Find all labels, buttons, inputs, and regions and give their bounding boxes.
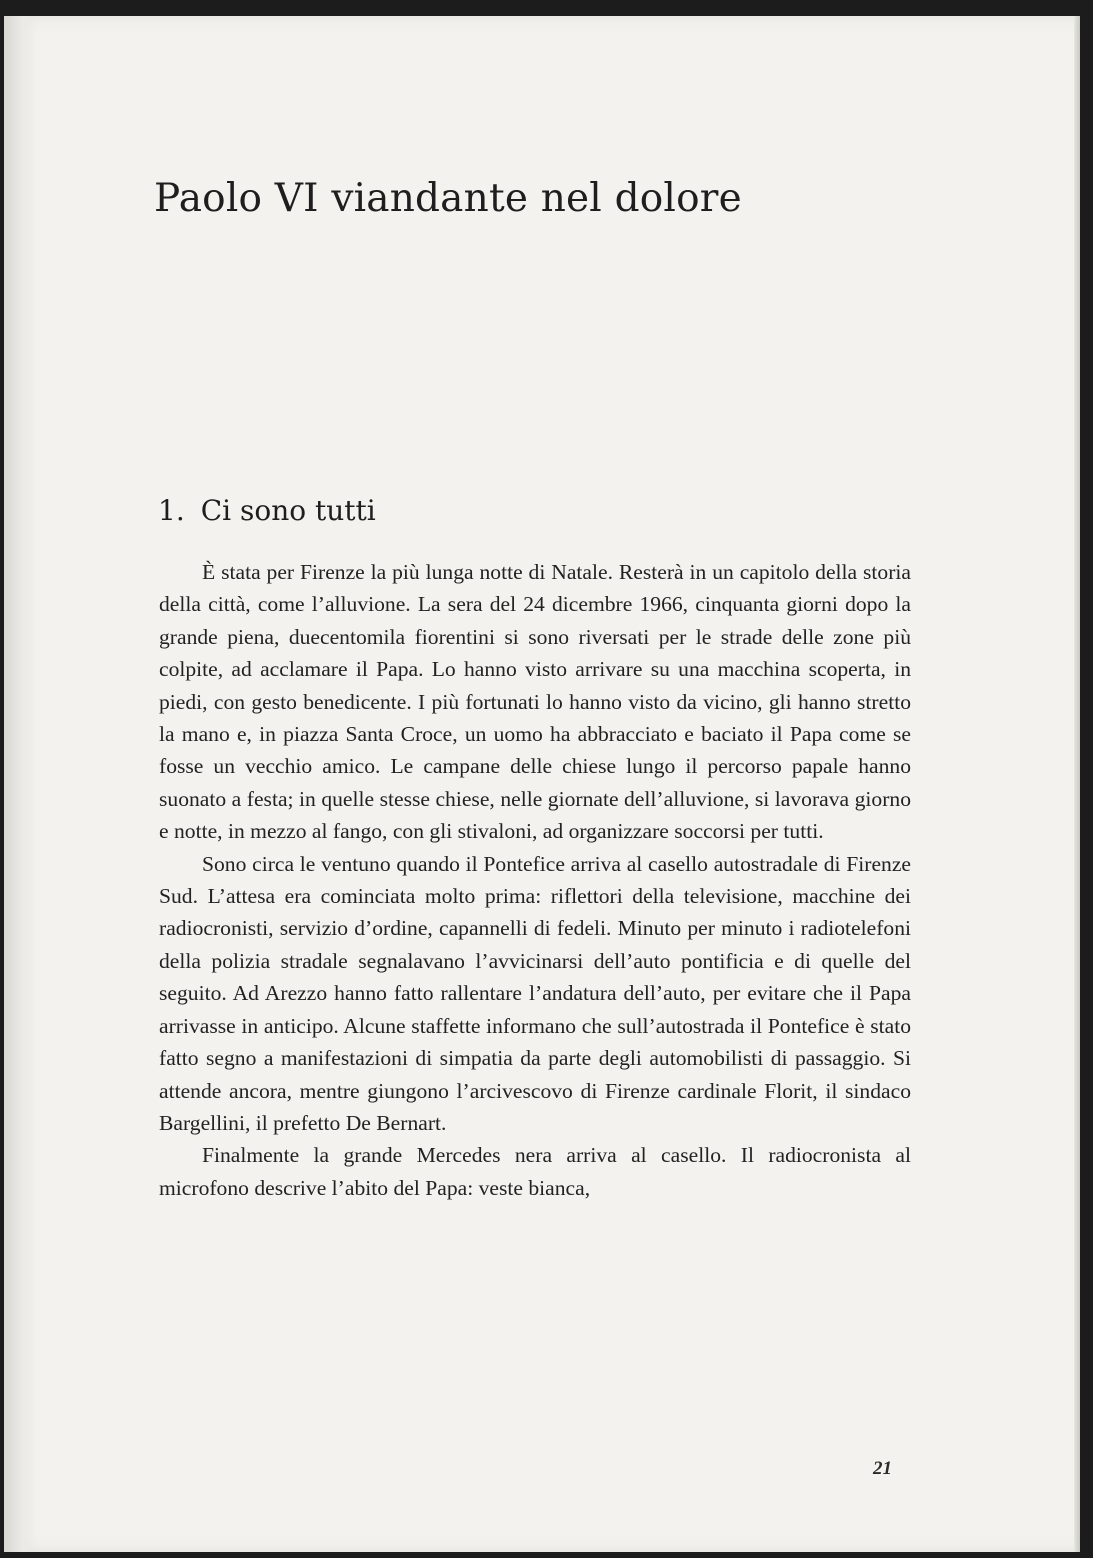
paragraph: È stata per Firenze la più lunga notte di Natale. Resterà in un capitolo della storia della città, come l’alluvione. La sera del 24 dicembre 1966, cinquanta giorni dopo la grande piena, duecentomila fiorentini si sono riversati per le strade delle zone più colpite, ad acclamare il Papa. Lo hanno visto arrivare su una macchina scoperta, in piedi, con gesto benedicente. I più fortunati lo hanno visto da vicino, gli hanno stretto la mano e, in piazza Santa Croce, un uomo ha abbracciato e baciato il Papa come se fosse un vecchio amico. Le campane delle chiese lungo il percorso papale hanno suonato a festa; in quelle stesse chiese, nelle giornate dell’alluvione, si lavorava giorno e notte, in mezzo al fango, con gli stivaloni, ad organizzare soccorsi per tutti.	[159, 560, 911, 844]
section-heading	[158, 494, 376, 527]
page-edge	[1074, 16, 1080, 1552]
paragraph: Finalmente la grande Mercedes nera arriva al casello. Il radiocronista al microfono descrive l’abito del Papa: veste bianca,	[159, 1143, 911, 1200]
section-number: 1.	[158, 494, 185, 527]
paragraph: Sono circa le ventuno quando il Pontefice arriva al casello autostradale di Firenze Sud. L’attesa era cominciata molto prima: riflettori della televisione, macchine dei radiocronisti, servizio d’ordine, capannelli di fedeli. Minuto per minuto i radiotelefoni della polizia stradale segnalavano l’avvicinarsi dell’auto pontificia e di quelle del seguito. Ad Arezzo hanno fatto rallentare l’andatura dell’auto, per evitare che il Papa arrivasse in anticipo. Alcune staffette informano che sull’autostrada il Pontefice è stato fatto segno a manifestazioni di simpatia da parte degli automobilisti di passaggio. Si attende ancora, mentre giungono l’arcivescovo di Firenze cardinale Florit, il sindaco Bargellini, il prefetto De Bernart.	[159, 851, 911, 1135]
gutter-shadow	[4, 16, 36, 1552]
section-title: Ci sono tutti	[200, 494, 376, 527]
chapter-title: Paolo VI viandante nel dolore	[154, 176, 742, 221]
body-text	[159, 556, 911, 1204]
page-number: 21	[873, 1458, 892, 1479]
book-page	[4, 16, 1080, 1552]
